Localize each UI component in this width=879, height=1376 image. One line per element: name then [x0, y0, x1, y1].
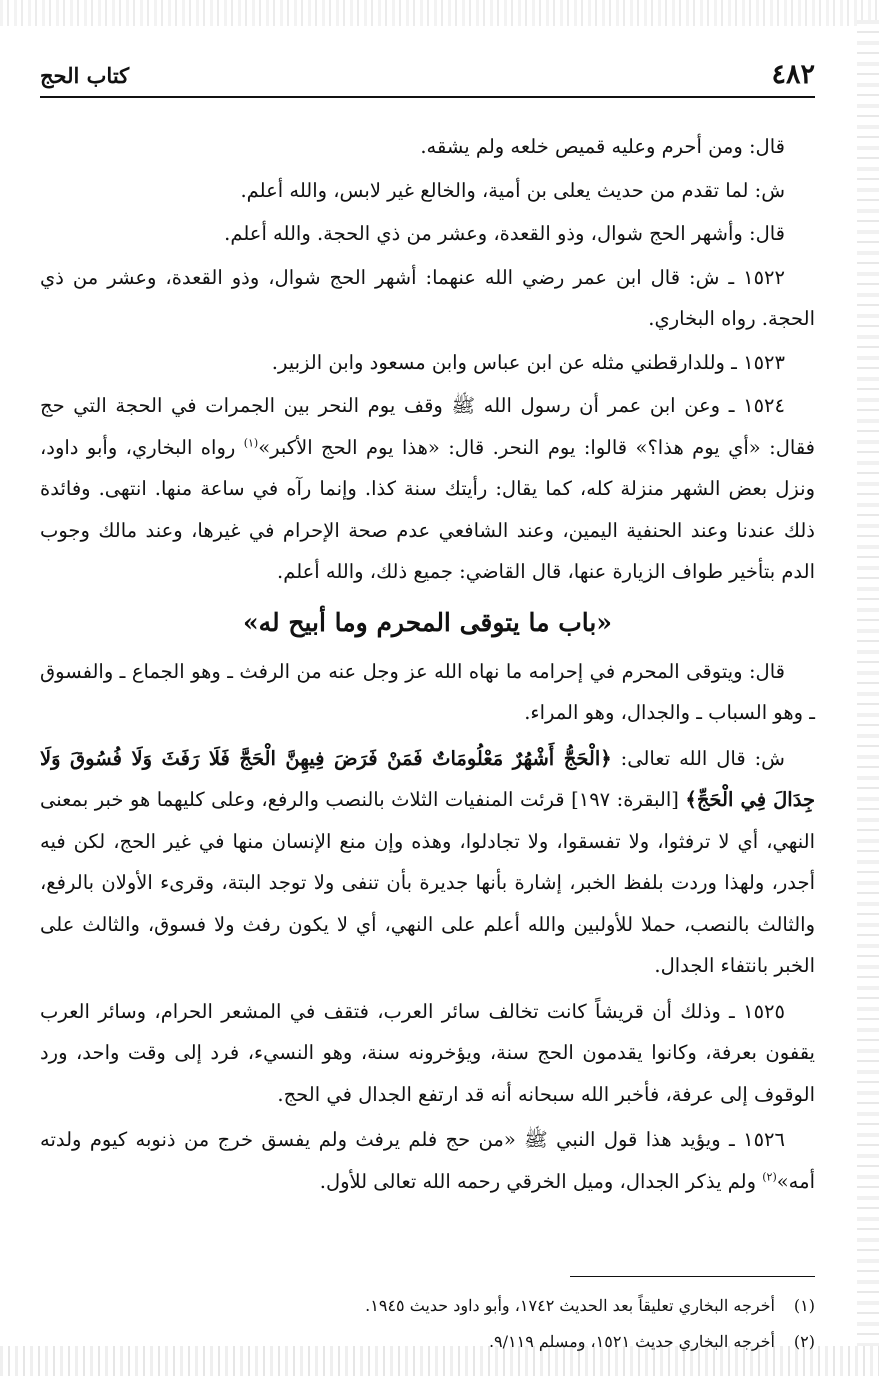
paragraph-sh-commentary: [40, 738, 815, 987]
page-number: ٤٨٢: [771, 59, 815, 90]
running-title: كتاب الحج: [40, 63, 130, 88]
paragraph: قال: وأشهر الحج شوال، وذو القعدة، وعشر من ذي الحجة. والله أعلم.: [224, 222, 785, 245]
footnote: [40, 1324, 815, 1360]
paragraph-text: [البقرة: ١٩٧] قرئت المنفيات الثلاث بالنصب والرفع، وعلى كليهما هو خبر بمعنى النهي، أي لا ترفثوا، ولا تفسقوا، ولا تجادلوا، وهذه وإن منع الإنسان منها في غير الحج، لكن فيه أجدر، ولهذا وردت بلفظ الخبر، إشارة بأنها جديرة بأن تنفى ولا توجد البتة، وقرىء الأولان بالرفع، والثالث بالنصب، حملا للأولبين والله أعلم على النهي، أي لا يكون رفث ولا فسوق، والثالث على الخبر بانتفاء الجدال.: [40, 788, 815, 977]
paragraph-text: ش: قال الله تعالى:: [611, 746, 785, 770]
paragraph-qal: قال: ويتوقى المحرم في إحرامه ما نهاه الله عز وجل عنه من الرفث ـ وهو الجماع ـ والفسوق ـ وهو السباب ـ والجدال، وهو المراء.: [40, 659, 815, 724]
footnote-text: أخرجه البخاري حديث ١٥٢١، ومسلم ٩/١١٩.: [488, 1332, 775, 1351]
footnote: [40, 1288, 815, 1324]
footnote-text: أخرجه البخاري تعليقاً بعد الحديث ١٧٤٢، وأبو داود حديث ١٩٤٥.: [365, 1296, 775, 1315]
paragraph-text: رواه البخاري، وأبو داود، ونزل بعض الشهر منزلة كله، كما يقال: رأيتك سنة كذا. وإنما رآه في ساعة منها. انتهى. وفائدة ذلك عندنا وعند الحنفية اليمين، وعند الشافعي عدم صحة الإحرام في غيرها، وعند مالك وجوب الدم بتأخير طواف الزيارة عنها، قال القاضي: جميع ذلك، والله أعلم.: [40, 435, 815, 583]
paragraph: ش: لما تقدم من حديث يعلى بن أمية، والخالع غير لابس، والله أعلم.: [240, 178, 785, 202]
paragraph-1523: ١٥٢٣ ـ وللدارقطني مثله عن ابن عباس وابن مسعود وابن الزبير.: [271, 350, 785, 374]
paragraph-1526: [40, 1119, 815, 1202]
header-rule: [40, 96, 815, 98]
quran-verse: ﴿الْحَجُّ أَشْهُرٌ مَعْلُومَاتٌ فَمَنْ فَرَضَ فِيهِنَّ الْحَجَّ فَلَا رَفَثَ وَلَا فُسُوقَ وَلَا جِدَالَ فِي الْحَجِّ﴾: [40, 746, 815, 811]
scan-noise-top: [0, 0, 879, 26]
footnotes: [40, 1288, 815, 1360]
paragraph-text: ولم يذكر الجدال، وميل الخرقي رحمه الله تعالى للأول.: [319, 1169, 763, 1193]
footnote-ref-2: (٢): [762, 1170, 777, 1183]
scan-noise-right: [857, 20, 879, 1360]
footnote-number: (٢): [793, 1332, 815, 1351]
section-heading: «باب ما يتوقى المحرم وما أبيح له»: [243, 607, 612, 637]
paragraph-1525: ١٥٢٥ ـ وذلك أن قريشاً كانت تخالف سائر العرب، فتقف في المشعر الحرام، وسائر العرب يقفون بعرفة، وكانوا يقدمون الحج سنة، ويؤخرونه سنة، وهو النسيء، فرد إلى وقت واحد، ورد الوقوف إلى عرفة، فأخبر الله سبحانه أنه قد ارتفع الجدال في الحج.: [40, 999, 815, 1106]
book-page: [40, 50, 815, 1350]
footnote-ref-1: (١): [243, 436, 259, 449]
body-text: [40, 126, 815, 1206]
paragraph-text: ١٥٢٤ ـ وعن ابن عمر أن رسول الله ﷺ وقف يوم النحر بين الجمرات في الحجة التي حج فقال: «أي يوم هذا؟» قالوا: يوم النحر. قال: «هذا يوم الحج الأكبر»: [40, 394, 816, 459]
paragraph: قال: ومن أحرم وعليه قميص خلعه ولم يشقه.: [420, 135, 785, 158]
paragraph-1522: ١٥٢٢ ـ ش: قال ابن عمر رضي الله عنهما: أشهر الحج شوال، وذو القعدة، وعشر من ذي الحجة. رواه البخاري.: [40, 265, 815, 330]
paragraph-text: ١٥٢٦ ـ ويؤيد هذا قول النبي ﷺ «من حج فلم يرفث ولم يفسق خرج من ذنوبه كيوم ولدته أمه»: [40, 1128, 815, 1193]
paragraph-1524: [40, 385, 815, 593]
page-header: [40, 50, 815, 90]
footnote-rule: [570, 1276, 815, 1277]
footnote-number: (١): [793, 1296, 815, 1315]
